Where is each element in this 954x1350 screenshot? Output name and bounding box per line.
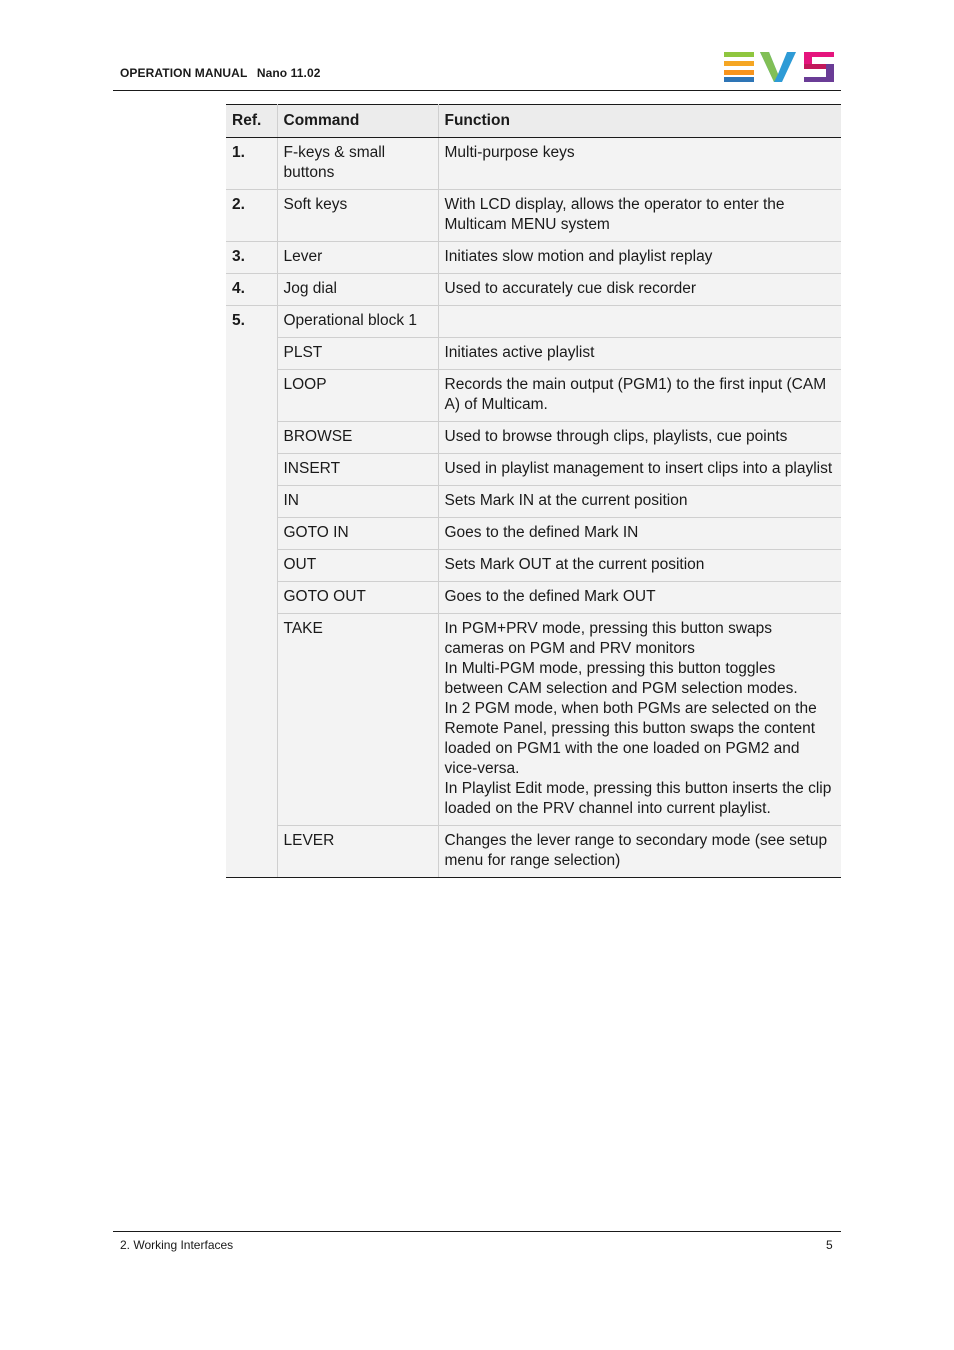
function-cell xyxy=(438,486,841,518)
command-cell: Lever xyxy=(277,242,438,274)
function-text: In Multi-PGM mode, pressing this button toggles between CAM selection and PGM selection modes. xyxy=(444,660,798,697)
function-cell xyxy=(438,582,841,614)
table-row xyxy=(226,486,841,518)
table-header-row xyxy=(226,105,841,138)
function-text: In PGM+PRV mode, pressing this button swaps cameras on PGM and PRV monitors xyxy=(444,620,773,657)
table-row xyxy=(226,190,841,242)
function-cell xyxy=(438,454,841,486)
function-text: Used to browse through clips, playlists, cue points xyxy=(444,428,788,445)
command-cell: INSERT xyxy=(277,454,438,486)
table-row xyxy=(226,582,841,614)
function-cell xyxy=(438,138,841,190)
ref-cell: 4. xyxy=(226,274,277,306)
table-row xyxy=(226,274,841,306)
doc-type: OPERATION MANUAL xyxy=(120,66,248,80)
function-text: With LCD display, allows the operator to enter the Multicam MENU system xyxy=(444,196,785,233)
table-row xyxy=(226,338,841,370)
command-cell: Operational block 1 xyxy=(277,306,438,338)
function-cell xyxy=(438,274,841,306)
function-text: In 2 PGM mode, when both PGMs are selected on the Remote Panel, pressing this button swaps the content loaded on PGM1 with the one loaded on PGM2 and vice-versa. xyxy=(444,700,817,777)
footer-section-title: 2. Working Interfaces xyxy=(120,1238,234,1252)
command-cell: Jog dial xyxy=(277,274,438,306)
command-cell: F-keys & small buttons xyxy=(277,138,438,190)
table-row xyxy=(226,550,841,582)
table-row xyxy=(226,614,841,826)
evs-logo xyxy=(724,52,836,82)
command-cell: OUT xyxy=(277,550,438,582)
function-text: Sets Mark IN at the current position xyxy=(444,492,688,509)
table-row xyxy=(226,518,841,550)
command-cell: BROWSE xyxy=(277,422,438,454)
function-text: In Playlist Edit mode, pressing this button inserts the clip loaded on the PRV channel into current playlist. xyxy=(444,780,832,817)
function-text: Used in playlist management to insert clips into a playlist xyxy=(444,460,833,477)
function-text: Records the main output (PGM1) to the first input (CAM A) of Multicam. xyxy=(444,376,827,413)
command-table xyxy=(226,104,841,878)
function-cell xyxy=(438,306,841,338)
table-row xyxy=(226,454,841,486)
function-cell xyxy=(438,614,841,826)
function-cell xyxy=(438,550,841,582)
function-cell xyxy=(438,338,841,370)
function-text: Multi-purpose keys xyxy=(444,144,575,161)
table-row xyxy=(226,138,841,190)
column-header-command: Command xyxy=(277,105,438,138)
command-cell: IN xyxy=(277,486,438,518)
ref-cell: 5. xyxy=(226,306,277,878)
function-text: Goes to the defined Mark OUT xyxy=(444,588,656,605)
function-cell xyxy=(438,826,841,878)
table-row xyxy=(226,370,841,422)
function-cell xyxy=(438,370,841,422)
table-row xyxy=(226,826,841,878)
command-cell: Soft keys xyxy=(277,190,438,242)
ref-cell: 2. xyxy=(226,190,277,242)
page-number: 5 xyxy=(826,1238,833,1252)
function-cell xyxy=(438,422,841,454)
function-text: Initiates slow motion and playlist replay xyxy=(444,248,713,265)
table-row xyxy=(226,242,841,274)
command-cell: PLST xyxy=(277,338,438,370)
function-text: Changes the lever range to secondary mode (see setup menu for range selection) xyxy=(444,832,828,869)
function-cell xyxy=(438,518,841,550)
table-row xyxy=(226,306,841,338)
command-cell: TAKE xyxy=(277,614,438,826)
function-text: Goes to the defined Mark IN xyxy=(444,524,639,541)
header-divider xyxy=(113,90,841,91)
ref-cell: 1. xyxy=(226,138,277,190)
command-cell: GOTO OUT xyxy=(277,582,438,614)
column-header-function: Function xyxy=(438,105,841,138)
function-text: Initiates active playlist xyxy=(444,344,595,361)
footer-divider xyxy=(113,1231,841,1232)
command-cell: LEVER xyxy=(277,826,438,878)
function-cell xyxy=(438,190,841,242)
table-row xyxy=(226,422,841,454)
function-text: Used to accurately cue disk recorder xyxy=(444,280,697,297)
page-header-title xyxy=(120,66,321,80)
function-text: Sets Mark OUT at the current position xyxy=(444,556,705,573)
function-cell xyxy=(438,242,841,274)
command-cell: LOOP xyxy=(277,370,438,422)
product-name: Nano 11.02 xyxy=(256,66,321,80)
column-header-ref: Ref. xyxy=(226,105,277,138)
command-cell: GOTO IN xyxy=(277,518,438,550)
ref-cell: 3. xyxy=(226,242,277,274)
